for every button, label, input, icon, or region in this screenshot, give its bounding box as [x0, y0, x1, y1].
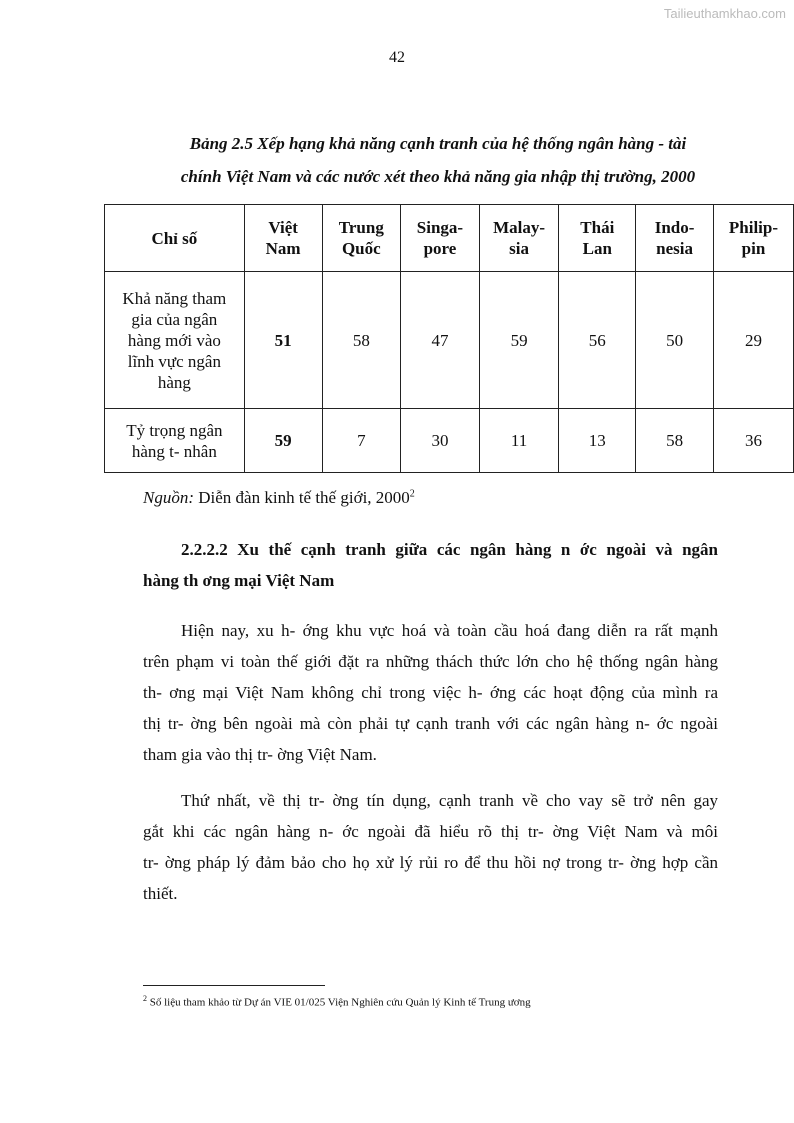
paragraph-line: Thứ nhất, về thị tr- ờng tín dụng, cạnh tranh về cho vay sẽ trở nên gay [181, 791, 718, 810]
table-cell: 50 [636, 272, 714, 409]
footnote-ref: 2 [409, 488, 415, 500]
table-cell: 13 [559, 409, 636, 473]
header-text: Việt [268, 218, 298, 237]
header-text: Nam [265, 239, 301, 258]
table-row [105, 409, 794, 473]
watermark: Tailieuthamkhao.com [663, 6, 786, 21]
header-text: Quốc [341, 239, 381, 258]
row-label [105, 409, 245, 473]
footnote-number: 2 [143, 994, 147, 1003]
header-text: pin [741, 239, 766, 258]
row-label-text: lĩnh vực ngân [127, 351, 221, 371]
source-label: Nguồn: [143, 488, 194, 507]
table-caption-line-1: Bảng 2.5 Xếp hạng khả năng cạnh tranh của hệ thống ngân hàng - tài [189, 134, 687, 153]
table-cell: 58 [322, 272, 401, 409]
page-number: 42 [389, 49, 405, 66]
table-cell: 59 [479, 272, 559, 409]
table-cell: 58 [636, 409, 714, 473]
paragraph-line: th- ơng mại Việt Nam không chỉ trong việc h- ớng các hoạt động của mình ra [143, 683, 718, 702]
paragraph-line: tham gia vào thị tr- ờng Việt Nam. [143, 745, 377, 764]
source-text: Diễn đàn kinh tế thế giới, 2000 [194, 488, 410, 507]
table-caption-line-2: chính Việt Nam và các nước xét theo khả năng gia nhập thị trường, 2000 [180, 167, 696, 186]
table-cell: 30 [401, 409, 480, 473]
row-label-text: Tỷ trọng ngân [126, 420, 223, 440]
header-text: pore [423, 239, 457, 258]
table-source [143, 488, 415, 508]
column-header [713, 205, 793, 272]
footnote [143, 994, 531, 1009]
paragraph-line: trên phạm vi toàn thế giới đặt ra những thách thức lớn cho hệ thống ngân hàng [143, 652, 718, 671]
column-header [244, 205, 322, 272]
header-text: sia [509, 239, 530, 258]
column-header [559, 205, 636, 272]
table-cell: 11 [479, 409, 559, 473]
row-label [105, 272, 245, 409]
table-row [105, 272, 794, 409]
table-cell: 56 [559, 272, 636, 409]
table-cell: 29 [713, 272, 793, 409]
header-text: Indo- [654, 218, 695, 237]
section-heading-line-1: 2.2.2.2 Xu thế cạnh tranh giữa các ngân hàng n ớc ngoài và ngân [181, 540, 718, 559]
table-cell: 47 [401, 272, 480, 409]
ranking-table [104, 204, 794, 473]
footnote-text: Số liệu tham khảo từ Dự án VIE 01/025 Viện Nghiên cứu Quản lý Kinh tế Trung ương [147, 996, 531, 1009]
header-text: Chỉ số [151, 228, 198, 248]
header-text: Singa- [416, 218, 464, 237]
column-header [479, 205, 559, 272]
column-header [322, 205, 401, 272]
footnote-rule [143, 985, 325, 986]
row-label-text: gia của ngân [131, 309, 218, 329]
row-label-text: Khả năng tham [122, 288, 227, 308]
header-text: Lan [582, 239, 612, 258]
table-cell: 7 [322, 409, 401, 473]
paragraph-line: thị tr- ờng bên ngoài mà còn phải tự cạnh tranh với các ngân hàng n- ớc ngoài [143, 714, 718, 733]
paragraph-line: thiết. [143, 884, 178, 903]
row-label-text: hàng t- nhân [131, 441, 217, 461]
column-header [636, 205, 714, 272]
table-cell: 36 [713, 409, 793, 473]
header-text: Philip- [728, 218, 779, 237]
header-text: Trung [338, 218, 384, 237]
paragraph-line: Hiện nay, xu h- ớng khu vực hoá và toàn cầu hoá đang diễn ra rất mạnh [181, 621, 718, 640]
section-heading-line-2: hàng th ơng mại Việt Nam [143, 571, 335, 590]
column-header [401, 205, 480, 272]
table-cell: 59 [244, 409, 322, 473]
row-label-text: hàng [157, 372, 191, 392]
header-text: nesia [656, 239, 693, 258]
column-header [105, 205, 245, 272]
table-cell: 51 [244, 272, 322, 409]
paragraph-line: tr- ờng pháp lý đảm bảo cho họ xử lý rủi ro để thu hồi nợ trong tr- ờng hợp cần [143, 853, 718, 872]
table-header-row [105, 205, 794, 272]
header-text: Thái [580, 218, 615, 237]
header-text: Malay- [493, 218, 546, 237]
row-label-text: hàng mới vào [127, 330, 221, 350]
paragraph-line: gắt khi các ngân hàng n- ớc ngoài đã hiểu rõ thị tr- ờng Việt Nam và môi [143, 822, 718, 841]
